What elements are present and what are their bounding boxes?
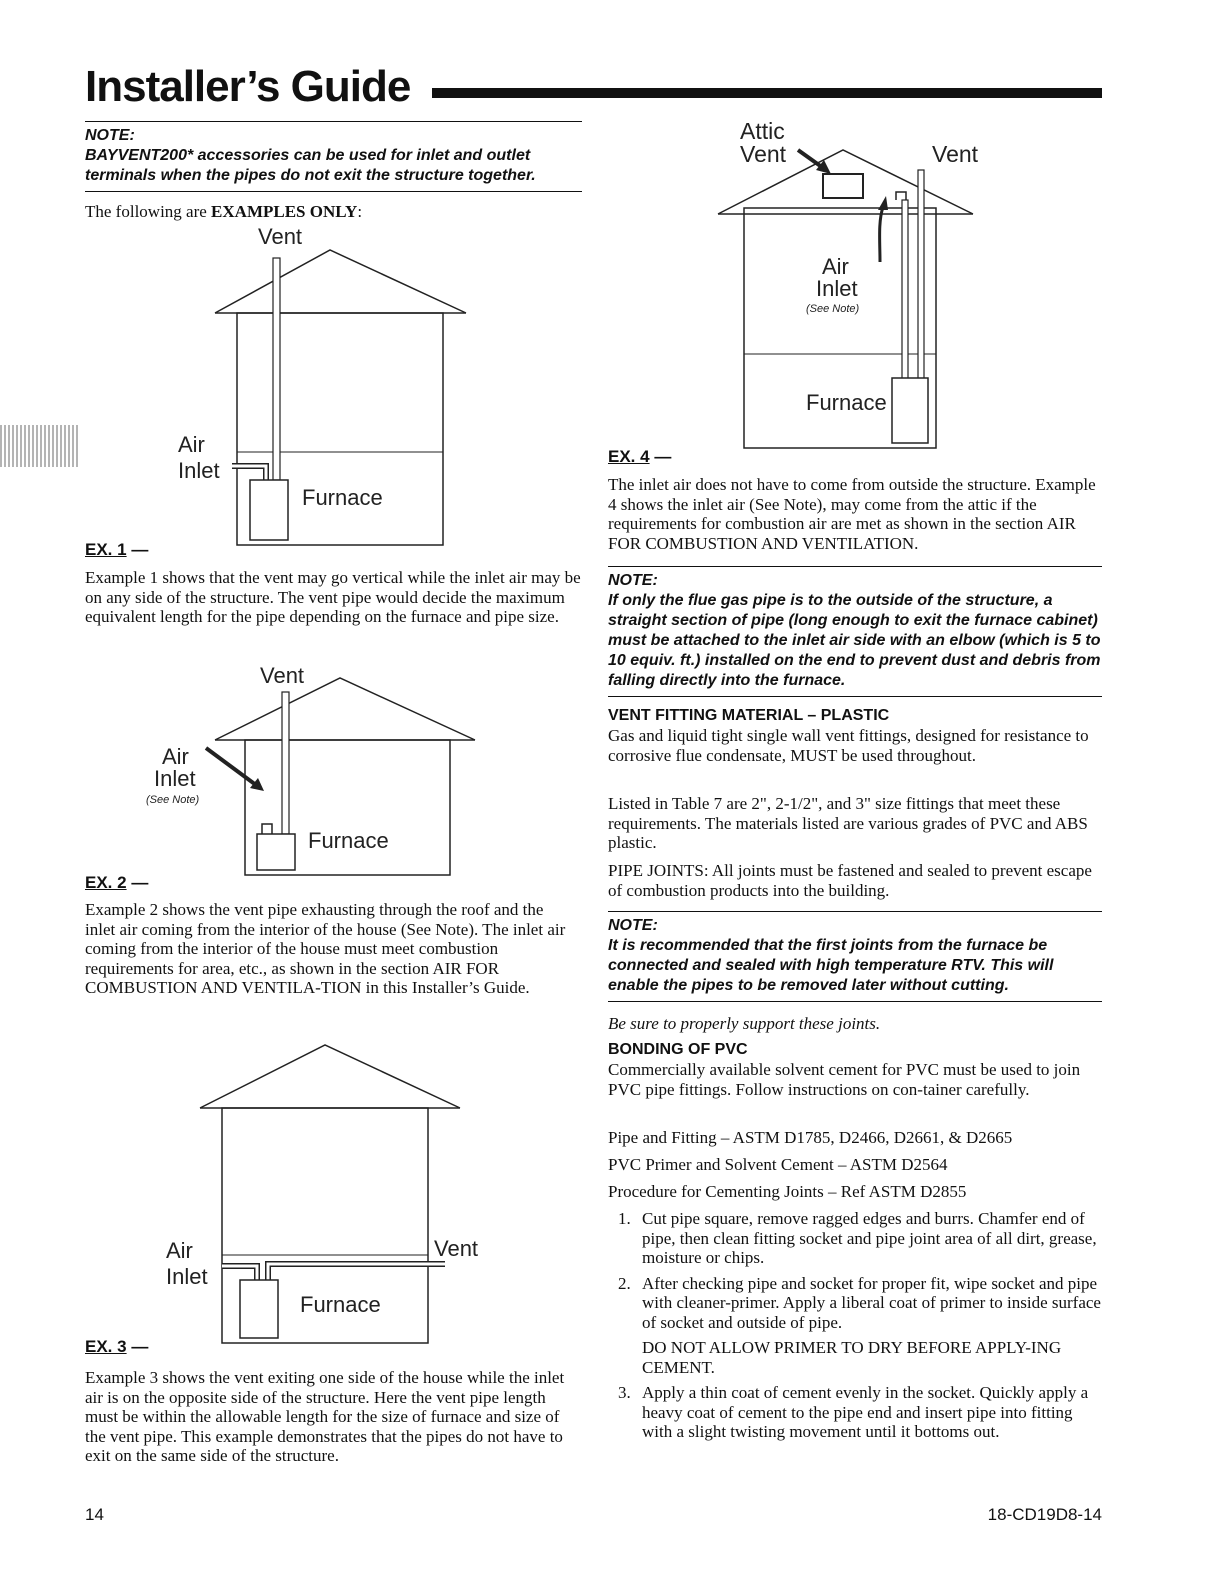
- ex3-air-label: Air: [166, 1238, 193, 1263]
- ex2-vent-label: Vent: [260, 663, 305, 688]
- ex4-attic-label: Attic: [740, 118, 785, 144]
- ex2-diagram: [140, 660, 485, 880]
- note-text: BAYVENT200* accessories can be used for inlet and outlet terminals when the pipes do not exit the structure together.: [85, 147, 536, 184]
- ex3-diagram: [160, 1040, 490, 1350]
- ex4-air-label: Air: [822, 254, 849, 279]
- ex2-furnace-label: Furnace: [308, 828, 389, 853]
- note3-heading: NOTE:: [608, 917, 658, 934]
- ex1-label-dash: —: [126, 540, 149, 559]
- note-bayvent: [85, 121, 582, 192]
- bonding-heading: BONDING OF PVC: [608, 1041, 748, 1058]
- ex4-label: [608, 447, 671, 467]
- ex4-vent-label: Vent: [932, 141, 979, 167]
- cementing-steps: [608, 1209, 1102, 1448]
- ex2-air-label: Air: [162, 744, 189, 769]
- ex1-label-text: EX. 1: [85, 540, 127, 559]
- step-number: 2.: [618, 1273, 631, 1293]
- step-number: 1.: [618, 1209, 631, 1228]
- ex3-label: [85, 1337, 148, 1357]
- ex2-label: [85, 873, 148, 893]
- bonding-procedure: Procedure for Cementing Joints – Ref ASTM D2855: [608, 1182, 967, 1201]
- ex4-label-dash: —: [649, 447, 672, 466]
- note-heading: NOTE:: [85, 127, 135, 144]
- ex1-label: [85, 540, 148, 560]
- ex4-diagram: [700, 112, 990, 457]
- step-text: DO NOT ALLOW PRIMER TO DRY BEFORE APPLY-ING CEMENT.: [642, 1338, 1062, 1377]
- ex2-inlet-label: Inlet: [154, 766, 196, 791]
- vent-fitting-heading: VENT FITTING MATERIAL – PLASTIC: [608, 707, 890, 724]
- ex1-furnace-label: Furnace: [302, 485, 383, 510]
- bonding-p1: Commercially available solvent cement for PVC must be used to join PVC pipe fittings. Follow instructions on con-tainer carefully.: [608, 1060, 1081, 1099]
- step-text: Cut pipe square, remove ragged edges and burrs. Chamfer end of pipe, then clean fitting socket and pipe joint area of all dirt, grease, moisture or chips.: [642, 1209, 1097, 1267]
- vent-fitting-p2: Listed in Table 7 are 2", 2-1/2", and 3" size fittings that meet these requirements. The materials listed are various grades of PVC and ABS plastic.: [608, 794, 1088, 852]
- ex4-attic-vent-label: Vent: [740, 141, 787, 167]
- ex3-label-dash: —: [126, 1337, 149, 1356]
- ex1-diagram: [170, 220, 480, 550]
- ex3-label-text: EX. 3: [85, 1337, 127, 1356]
- step-text: After checking pipe and socket for proper fit, wipe socket and pipe with cleaner-primer. Apply a liberal coat of primer to inside surface of socket and outside of pipe.: [642, 1273, 1101, 1332]
- page-title: Installer’s Guide: [85, 62, 411, 111]
- step-item: [608, 1209, 1102, 1268]
- note2-text: If only the flue gas pipe is to the outside of the structure, a straight section of pipe (long enough to exit the furnace cabinet) must be attached to the inlet air side with an elbow (which is 5 to 10 equiv. ft.) installed on the end to prevent dust and debris from falling directly into the furnace.: [608, 592, 1101, 689]
- note2-heading: NOTE:: [608, 572, 658, 589]
- ex3-text: Example 3 shows the vent exiting one side of the house while the inlet air is on the opposite side of the structure. Here the vent pipe length must be within the allowable length for the size of furnace and size of the vent pipe. This example demonstrates that the pipes do not have to exit on the same side of the structure.: [85, 1368, 565, 1465]
- ex1-air-label: Air: [178, 432, 205, 457]
- examples-intro-bold: EXAMPLES ONLY: [211, 202, 358, 221]
- title-rule: [432, 88, 1102, 98]
- note3-text: It is recommended that the first joints from the furnace be connected and sealed with high temperature RTV. This will enable the pipes to be removed later without cutting.: [608, 937, 1054, 994]
- step-item: [608, 1274, 1102, 1333]
- ex3-furnace-label: Furnace: [300, 1292, 381, 1317]
- examples-intro-prefix: The following are: [85, 202, 212, 221]
- margin-tab-marker: [0, 425, 78, 467]
- ex4-furnace-label: Furnace: [806, 390, 887, 415]
- ex4-inlet-label: Inlet: [816, 276, 858, 301]
- examples-intro-suffix: :: [357, 202, 363, 221]
- note-flue-gas: [608, 566, 1102, 697]
- bonding-astm-primer: PVC Primer and Solvent Cement – ASTM D2564: [608, 1155, 948, 1174]
- ex1-inlet-label: Inlet: [178, 458, 220, 483]
- step-number: 3.: [618, 1383, 631, 1402]
- ex4-text: The inlet air does not have to come from outside the structure. Example 4 shows the inlet air (See Note), may come from the attic if the requirements for combustion air are met as shown in the section AIR FOR COMBUSTION AND VENTILATION.: [608, 475, 1096, 553]
- pipe-joints-text: PIPE JOINTS: All joints must be fastened and sealed to prevent escape of combustion products into the building.: [608, 861, 1092, 900]
- ex3-inlet-label: Inlet: [166, 1264, 208, 1289]
- step-text: Apply a thin coat of cement evenly in the socket. Quickly apply a heavy coat of cement to the pipe end and insert pipe into fitting with a slight twisting movement until it bottoms out.: [642, 1383, 1089, 1441]
- ex4-label-text: EX. 4: [608, 447, 650, 466]
- page-number: 14: [85, 1505, 104, 1524]
- ex1-vent-label: Vent: [258, 224, 303, 249]
- step-item: [608, 1338, 1102, 1377]
- examples-intro: [85, 202, 585, 222]
- ex1-text: Example 1 shows that the vent may go vertical while the inlet air may be on any side of the structure. The vent pipe would decide the maximum equivalent length for the pipe depending on the furnace and pipe size.: [85, 568, 581, 626]
- support-note: Be sure to properly support these joints.: [608, 1014, 881, 1033]
- ex2-label-text: EX. 2: [85, 873, 127, 892]
- ex2-text: Example 2 shows the vent pipe exhausting through the roof and the inlet air coming from the interior of the house (See Note). The inlet air coming from the interior of the house must meet combustion requirements for area, etc., as shown in the section AIR FOR COMBUSTION AND VENTILA-TION in this Installer’s Guide.: [85, 900, 566, 997]
- ex4-see-note: (See Note): [806, 303, 860, 315]
- document-code: 18-CD19D8-14: [987, 1505, 1102, 1524]
- ex2-label-dash: —: [126, 873, 149, 892]
- vent-fitting-p1: Gas and liquid tight single wall vent fittings, designed for resistance to corrosive flue condensate, MUST be used throughout.: [608, 726, 1089, 765]
- ex2-see-note: (See Note): [146, 794, 200, 806]
- ex3-vent-label: Vent: [434, 1236, 479, 1261]
- note-rtv: [608, 911, 1102, 1002]
- step-item: [608, 1383, 1102, 1442]
- bonding-astm-pipe: Pipe and Fitting – ASTM D1785, D2466, D2661, & D2665: [608, 1128, 1013, 1147]
